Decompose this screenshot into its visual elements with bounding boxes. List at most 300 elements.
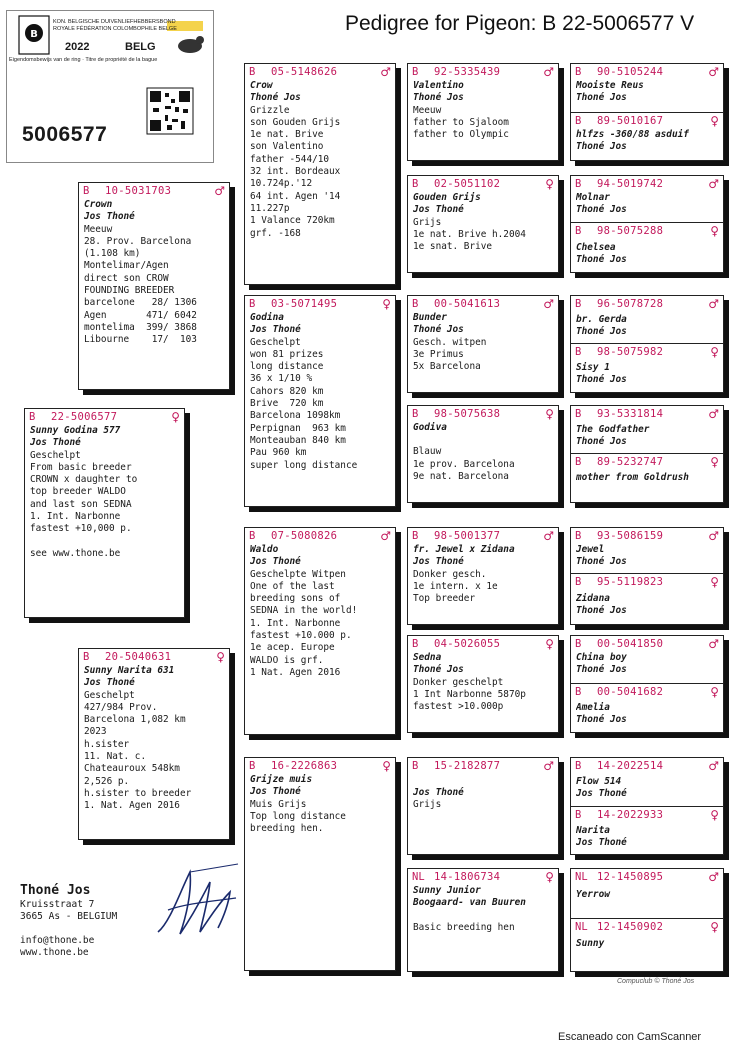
pigeon-owner: Thoné Jos [576,556,627,568]
note-line: Agen 471/ 6042 [84,309,197,321]
pigeon-notes [413,337,553,374]
pigeon-name: Sunny [576,938,605,949]
pigeon-owner: Jos Thoné [84,677,135,689]
pigeon-name: Sunny Godina 577 [30,425,121,436]
country-code: NL [575,920,588,933]
country-code: B [412,759,419,772]
pigeon-card-main [24,408,185,618]
pigeon-pair-card-5 [570,527,724,625]
pigeon-entry-female [571,918,723,950]
note-line: 2,526 p. [84,775,130,787]
note-line: Top long distance [250,810,346,822]
pigeon-entry-male [571,758,723,801]
pigeon-owner: Thoné Jos [576,141,627,153]
note-line: father -544/10 [250,153,330,165]
note-line: 9e nat. Barcelona [413,470,509,482]
pigeon-pair-card-8 [570,868,724,972]
pigeon-owner [413,434,553,446]
country-code: B [575,407,582,420]
ring-number: 00-5041613 [434,297,501,310]
pigeon-entry-male [571,296,723,339]
pigeon-card-dsd [407,635,559,733]
pigeon-pair-card-1 [570,63,724,161]
note-line: Grizzle [250,104,290,116]
pigeon-pair-card-6 [570,635,724,733]
pigeon-pair-card-2 [570,175,724,273]
pigeon-owner: Jos Thoné [30,437,81,449]
pigeon-name: Godina [250,312,284,323]
note-line [30,536,179,548]
country-code: B [83,184,90,197]
note-line: 32 int. Bordeaux [250,166,341,178]
pigeon-card-ddd [407,868,559,972]
sex-female-icon: ♀ [710,454,719,469]
sex-male-icon: ♂ [543,64,554,79]
ring-number: 05-5148626 [271,65,338,78]
sex-male-icon: ♂ [708,406,719,421]
ring-number: 00-5041682 [597,685,664,698]
pigeon-name: Flow 514 [576,776,622,787]
pigeon-card-ssd [407,175,559,273]
pigeon-owner: Jos Thoné [250,556,301,568]
sex-female-icon: ♀ [710,684,719,699]
sex-female-icon: ♀ [710,113,719,128]
note-line: SEDNA in the world! [250,605,358,617]
sex-male-icon: ♂ [708,528,719,543]
country-code: B [575,297,582,310]
pigeon-name: Crow [250,80,273,91]
ring-caption: Eigendomsbewijs van de ring · Titre de propriété de la bague [9,57,158,63]
owner-street: Kruisstraat 7 [20,899,95,910]
sex-male-icon: ♂ [543,296,554,311]
pigeon-entry-female [571,222,723,267]
pigeon-name: China boy [576,652,627,663]
pigeon-entry-female [571,573,723,618]
ring-number: 98-5075288 [597,224,664,237]
country-code: B [575,529,582,542]
note-line: Chateauroux 548km [84,763,180,775]
note-line: father to Olympic [413,129,509,141]
note-line: Libourne 17/ 103 [84,334,197,346]
sex-female-icon: ♀ [382,758,391,773]
ring-country: BELG [125,41,156,53]
ring-number: 14-2022933 [597,808,664,821]
note-line: 1e intern. x 1e [413,580,498,592]
pigeon-notes [84,690,224,813]
note-line: top breeder WALDO [30,486,126,498]
country-code: NL [575,870,588,883]
note-line: grf. -168 [250,227,301,239]
pigeon-owner: Thoné Jos [576,374,627,386]
pigeon-owner: Thoné Jos [576,605,627,617]
sex-female-icon: ♀ [710,223,719,238]
note-line: Meeuw [84,223,113,235]
country-code: B [575,455,582,468]
ring-org-line2: ROYALE FÉDÉRATION COLOMBOPHILE BELGE [53,26,177,32]
note-line: 1 Nat. Agen 2016 [250,666,341,678]
pigeon-notes [250,337,390,472]
note-line: One of the last [250,580,335,592]
pigeon-entry-male [571,176,723,217]
country-code: B [575,808,582,821]
pigeon-notes [413,910,553,935]
pigeon-pair-card-4 [570,405,724,503]
ring-number: 02-5051102 [434,177,501,190]
sex-female-icon: ♀ [216,649,225,664]
note-line: Perpignan 963 km [250,422,346,434]
pigeon-name: Bunder [413,312,447,323]
pigeon-owner: Jos Thoné [576,788,627,800]
ring-number: 03-5071495 [271,297,338,310]
note-line: long distance [250,361,324,373]
pigeon-notes [30,450,179,561]
note-line: 1e nat. Brive h.2004 [413,228,526,240]
ring-number: 92-5335439 [434,65,501,78]
country-code: B [412,297,419,310]
note-line: Donker gesch. [413,568,487,580]
note-line: fastest +10,000 p. [30,523,132,535]
pigeon-card-sdd [407,405,559,503]
pigeon-notes [413,799,553,811]
pigeon-card-dds [407,757,559,855]
ring-number: 89-5010167 [597,114,664,127]
note-line: Muis Grijs [250,798,307,810]
page-title: Pedigree for Pigeon: B 22-5006577 V [345,12,695,35]
pigeon-entry-female [571,343,723,387]
note-line: Pau 960 km [250,447,307,459]
qr-code-icon [147,88,193,134]
pigeon-notes [250,799,390,836]
country-code: B [575,685,582,698]
note-line: 1e snat. Brive [413,241,493,253]
sex-female-icon: ♀ [710,807,719,822]
pigeon-owner: Thoné Jos [576,204,627,216]
sex-female-icon: ♀ [171,409,180,424]
note-line: 2023 [84,726,107,738]
note-line: son Gouden Grijs [250,116,341,128]
pigeon-owner: Thoné Jos [576,92,627,104]
ring-number: 96-5078728 [597,297,664,310]
country-code: B [575,65,582,78]
pigeon-name: Grijze muis [250,774,313,785]
note-line: 11. Nat. c. [84,751,147,763]
country-code: B [575,177,582,190]
pigeon-owner: Jos Thoné [413,556,464,568]
pigeon-owner: Jos Thoné [84,211,135,223]
pigeon-entry-male [571,636,723,677]
pigeon-notes [413,217,553,254]
pigeon-notes [413,446,553,483]
pigeon-entry-male [571,528,723,569]
note-line: WALDO is grf. [250,654,324,666]
note-line: barcelone 28/ 1306 [84,297,197,309]
note-line: and last son SEDNA [30,498,132,510]
pigeon-owner: Thoné Jos [250,92,301,104]
note-line: 1e nat. Brive [250,129,324,141]
note-line: Blauw [413,446,442,458]
note-line: breeding hen. [250,823,324,835]
pigeon-card-sire-sire [244,63,396,285]
note-line: Grijs [413,799,442,811]
sex-female-icon: ♀ [545,636,554,651]
ring-org-line1: KON. BELGISCHE DUIVENLIEFHEBBERSBOND [53,19,176,25]
country-code: NL [412,870,425,883]
pigeon-notes [413,569,553,606]
pigeon-owner: Jos Thoné [250,324,301,336]
note-line: 1 Valance 720km [250,215,335,227]
pigeon-name: Sunny Junior [413,885,481,896]
pigeon-owner: Jos Thoné [576,837,627,849]
note-line: Geschelpt [250,336,301,348]
note-line: 1. Nat. Agen 2016 [84,800,180,812]
pigeon-name: Jos Thoné [413,787,464,798]
note-line: 36 x 1/10 % [250,373,313,385]
sex-male-icon: ♂ [708,64,719,79]
note-line: h.sister [84,738,130,750]
owner-name: Thoné Jos [20,883,91,898]
note-line: From basic breeder [30,461,132,473]
pigeon-name: Chelsea [576,242,616,253]
note-line: 1 Int Narbonne 5870p [413,688,526,700]
pigeon-entry-female [571,112,723,154]
note-line: Barcelona 1,082 km [84,714,186,726]
note-line: direct son CROW [84,272,169,284]
pigeon-owner: Thoné Jos [576,436,627,448]
pigeon-owner: Thoné Jos [413,324,464,336]
pigeon-name: Zidana [576,593,610,604]
note-line: Brive 720 km [250,398,324,410]
note-line: 10.724p.'12 [250,178,313,190]
sex-female-icon: ♀ [545,176,554,191]
note-line: 28. Prov. Barcelona [84,235,192,247]
pigeon-name: Sisy 1 [576,362,610,373]
country-code: B [575,637,582,650]
ring-number: 93-5086159 [597,529,664,542]
pigeon-name: Molnar [576,192,610,203]
note-line: Grijs [413,216,442,228]
country-code: B [412,65,419,78]
country-code: B [575,224,582,237]
note-line: Geschelpt [84,689,135,701]
note-line: fastest >10.000p [413,701,504,713]
note-line: 3e Primus [413,348,464,360]
sex-female-icon: ♀ [710,919,719,934]
pigeon-owner: Jos Thoné [413,204,464,216]
sex-female-icon: ♀ [545,869,554,884]
pigeon-card-sss [407,63,559,161]
note-line: CROWN x daughter to [30,474,138,486]
pigeon-notes [413,677,553,714]
note-line: Basic breeding hen [413,921,515,933]
pigeon-name: Amelia [576,702,610,713]
note-line: 427/984 Prov. [84,701,158,713]
sex-male-icon: ♂ [543,758,554,773]
pigeon-name: Gouden Grijs [413,192,481,203]
pigeon-entry-female [571,806,723,850]
pigeon-name: Yerrow [576,889,610,900]
note-line: 11.227p [250,202,290,214]
country-code: B [412,529,419,542]
sex-female-icon: ♀ [710,574,719,589]
pigeon-entry-female [571,683,723,727]
sex-male-icon: ♂ [380,64,391,79]
note-line: Donker geschelpt [413,676,504,688]
pigeon-name: Crown [84,199,113,210]
pigeon-card-sire [78,182,230,390]
note-line: son Valentino [250,141,324,153]
country-code: B [575,759,582,772]
sex-female-icon: ♀ [710,344,719,359]
note-line: 5x Barcelona [413,361,481,373]
ring-number: 98-5075982 [597,345,664,358]
note-line: see www.thone.be [30,547,121,559]
ring-number: 90-5105244 [597,65,664,78]
sex-male-icon: ♂ [543,528,554,543]
sex-male-icon: ♂ [708,176,719,191]
pigeon-notes [250,105,390,240]
pigeon-entry-male [571,869,723,901]
note-line: montelima 399/ 3868 [84,321,197,333]
note-line: fastest +10.000 p. [250,630,352,642]
country-code: B [575,345,582,358]
note-line: super long distance [250,459,358,471]
ring-ownership-card [6,10,214,163]
pigeon-name: hlfzs -360/88 asduif [576,129,689,140]
pigeon-entry-female [571,453,723,484]
note-line: 1. Int. Narbonne [250,617,341,629]
country-code: B [249,297,256,310]
ring-number: 89-5232747 [597,455,664,468]
pigeon-card-sds [407,295,559,393]
pigeon-owner: Boogaard- van Buuren [413,897,526,909]
pigeon-name: br. Gerda [576,314,627,325]
pigeon-entry-male [571,64,723,105]
note-line: (1.108 km) [84,248,141,260]
ring-number: 93-5331814 [597,407,664,420]
country-code: B [249,529,256,542]
ring-number: 14-2022514 [597,759,664,772]
owner-block [20,882,117,959]
sex-male-icon: ♂ [708,296,719,311]
ring-number: 98-5001377 [434,529,501,542]
note-line: Meeuw [413,104,442,116]
ring-number: 14-1806734 [434,870,501,883]
note-line: FOUNDING BREEDER [84,285,175,297]
note-line: h.sister to breeder [84,787,192,799]
note-line: 1e acep. Europe [250,642,335,654]
ring-number: 04-5026055 [434,637,501,650]
sex-male-icon: ♂ [214,183,225,198]
signature-icon [150,862,242,944]
note-line [413,910,553,922]
ring-number: 12-1450902 [597,920,664,933]
pigeon-owner: Thoné Jos [576,664,627,676]
country-code: B [412,637,419,650]
note-line: Geschelpte Witpen [250,568,346,580]
note-line: 1. Int. Narbonne [30,511,121,523]
pigeon-entry-male [571,406,723,449]
owner-email: info@thone.be [20,935,95,946]
federation-logo-icon [19,16,49,54]
country-code: B [249,759,256,772]
country-code: B [412,177,419,190]
pigeon-owner: Thoné Jos [576,254,627,266]
ring-number: 5006577 [22,123,108,146]
note-line: Montelimar/Agen [84,260,169,272]
note-line: Barcelona 1098km [250,410,341,422]
pigeon-pair-card-3 [570,295,724,393]
sex-male-icon: ♂ [380,528,391,543]
ring-number: 94-5019742 [597,177,664,190]
note-line: won 81 prizes [250,348,324,360]
owner-city: 3665 As - BELGIUM [20,911,118,922]
pigeon-name: Jewel [576,544,605,555]
sex-male-icon: ♂ [708,636,719,651]
note-line: 1e prov. Barcelona [413,458,515,470]
pigeon-name: mother from Goldrush [576,472,689,483]
pigeon-pair-card-7 [570,757,724,855]
pigeon-name: Godiva [413,422,447,433]
pigeon-card-dam [78,648,230,840]
pigeon-name: Valentino [413,80,464,91]
ring-year: 2022 [65,41,90,53]
pigeon-card-dam-dam [244,757,396,971]
pigeon-name: Narita [576,825,610,836]
ring-number: 95-5119823 [597,575,664,588]
note-line: father to Sjaloom [413,116,509,128]
pigeon-notes [250,569,390,680]
ring-number: 22-5006577 [51,410,118,423]
pigeon-notes [84,224,224,347]
pigeon-owner: Thoné Jos [413,664,464,676]
pigeon-name: Mooiste Reus [576,80,644,91]
ring-number: 15-2182877 [434,759,501,772]
pigeon-owner: Thoné Jos [413,92,464,104]
country-code: B [412,407,419,420]
ring-number: 20-5040631 [105,650,172,663]
copyright-note: Compuclub © Thoné Jos [617,978,695,985]
pigeon-owner: Jos Thoné [250,786,301,798]
svg-text:B: B [30,29,38,40]
ring-number: 00-5041850 [597,637,664,650]
ring-number: 10-5031703 [105,184,172,197]
ring-number: 07-5080826 [271,529,338,542]
pigeon-name: The Godfather [576,424,650,435]
pigeon-notes [413,105,553,142]
pigeon-name: fr. Jewel x Zidana [413,544,515,555]
note-line: Geschelpt [30,449,81,461]
country-code: B [575,114,582,127]
pigeon-name: Waldo [250,544,279,555]
note-line: Gesch. witpen [413,336,487,348]
pigeon-card-dam-sire [244,527,396,735]
country-code: B [249,65,256,78]
ring-number: 98-5075638 [434,407,501,420]
country-code: B [83,650,90,663]
owner-web: www.thone.be [20,947,89,958]
scanner-watermark: Escaneado con CamScanner [558,1031,702,1043]
ring-number: 16-2226863 [271,759,338,772]
country-code: B [29,410,36,423]
note-line: Top breeder [413,593,476,605]
sex-female-icon: ♀ [382,296,391,311]
ring-number: 12-1450895 [597,870,664,883]
sex-female-icon: ♀ [545,406,554,421]
note-line: Cahors 820 km [250,385,324,397]
sex-male-icon: ♂ [708,758,719,773]
pigeon-card-dss [407,527,559,625]
note-line: 64 int. Agen '14 [250,190,341,202]
